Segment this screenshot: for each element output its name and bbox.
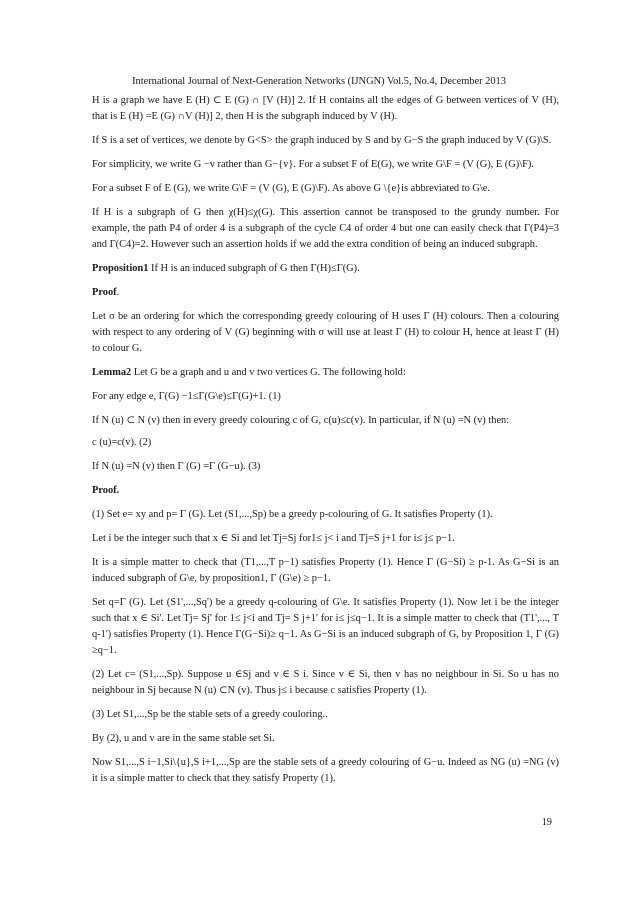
proposition: Proposition1 If H is an induced subgraph of G then Γ(H)≤Γ(G). [92, 263, 360, 274]
paragraph: c (u)=c(v). (2) [92, 437, 152, 448]
proof-heading [92, 483, 559, 499]
proof-label: Proof. [92, 485, 120, 496]
paragraph: Now S1,...,S i−1,Si\{u},S i+1,...,Sp are the stable sets of a greedy colouring of G−u. Indeed as NG (u) =NG (v) it is a simple matter to check that they satisfy Property (1). [92, 757, 559, 784]
paragraph: (3) Let S1,...,Sp be the stable sets of a greedy couloring.. [92, 709, 328, 720]
paragraph: For a subset F of E (G), we write G\F = (V (G), E (G)\F). As above G \{e}is abbreviated to G\e. [92, 183, 490, 194]
paragraph: It is a simple matter to check that (T1,...,T p−1) satisfies Property (1). Hence Γ (G−Si) ≥ p-1. As G−Si is an induced subgraph of G\e, by proposition1, Γ (G\e) ≥ p−1. [92, 557, 559, 584]
paragraph: By (2), u and v are in the same stable set Si. [92, 733, 275, 744]
page-number: 19 [541, 817, 552, 828]
paragraph: For any edge e, Γ(G) −1≤Γ(G\e)≤Γ(G)+1. (1) [92, 391, 281, 402]
paragraph: (1) Set e= xy and p= Γ (G). Let (S1,...,Sp) be a greedy p-colouring of G. It satisfies Property (1). [92, 509, 493, 520]
paragraph: Let i be the integer such that x ∈ Si and let Tj=Sj for1≤ j< i and Tj=S j+1 for i≤ j≤ p−1. [92, 533, 455, 544]
paragraph: Set q=Γ (G). Let (S1',...,Sq') be a greedy q-colouring of G\e. It satisfies Property (1). Now let i be the integer such that x ∈ Si'. Let Tj= Sj' for 1≤ j<i and Tj= S j+1' for i≤ j≤q−1. It is a simple matter to check that (T1',..., T q-1') satisfies Property (1). Hence Γ(G−Si)≥ q−1. As G−Si is an induced subgraph of G, by Proposition 1, Γ (G) ≥q−1. [92, 597, 559, 656]
lemma-label: Lemma2 [92, 367, 132, 378]
paragraph: If N (u) ⊂ N (v) then in every greedy colouring c of G, c(u)≤c(v). In particular, if N (u) =N (v) then: [92, 415, 510, 426]
paragraph: If H is a subgraph of G then χ(H)≤χ(G). This assertion cannot be transposed to the grundy number. For example, the path P4 of order 4 is a subgraph of the cycle C4 of order 4 but one can easily check that Γ(P4)=3 and Γ(C4)=2. However such an assertion holds if we add the extra condition of being an induced subgraph. [92, 207, 559, 250]
paragraph: If S is a set of vertices, we denote by G<S> the graph induced by S and by G−S the graph induced by V (G)\S. [92, 135, 552, 146]
paragraph: For simplicity, we write G −v rather than G−{v}. For a subset F of E(G), we write G\F = (V (G), E (G)\F). [92, 159, 534, 170]
paragraph: H is a graph we have E (H) ⊂ E (G) ∩ [V (H)] 2. If H contains all the edges of G between vertices of V (H), that is E (H) =E (G) ∩V (H)] 2, then H is the subgraph induced by V (H). [92, 95, 559, 122]
proposition-label: Proposition1 [92, 263, 149, 274]
proof-label: Proof [92, 287, 117, 298]
body-text [92, 93, 559, 793]
paragraph: Let σ be an ordering for which the corresponding greedy colouring of H uses Γ (H) colours. Then a colouring with respect to any ordering of V (G) beginning with σ will use at least Γ (H) to colour H, hence at least Γ (H) to colour G. [92, 311, 559, 354]
paragraph: If N (u) =N (v) then Γ (G) =Γ (G−u). (3) [92, 461, 261, 472]
lemma: Lemma2 Let G be a graph and u and v two vertices G. The following hold: [92, 367, 406, 378]
running-header: International Journal of Next-Generation Networks (IJNGN) Vol.5, No.4, December 2013 [132, 76, 506, 87]
paragraph: (2) Let c= (S1,...,Sp). Suppose u ∈Sj and v ∈ S i. Since v ∈ Si, then v has no neighbour in Si. So u has no neighbour in Sj because N (u) ⊂N (v). Thus j≤ i because c satisfies Property (1). [92, 669, 559, 696]
proof-heading: Proof. [92, 287, 120, 298]
